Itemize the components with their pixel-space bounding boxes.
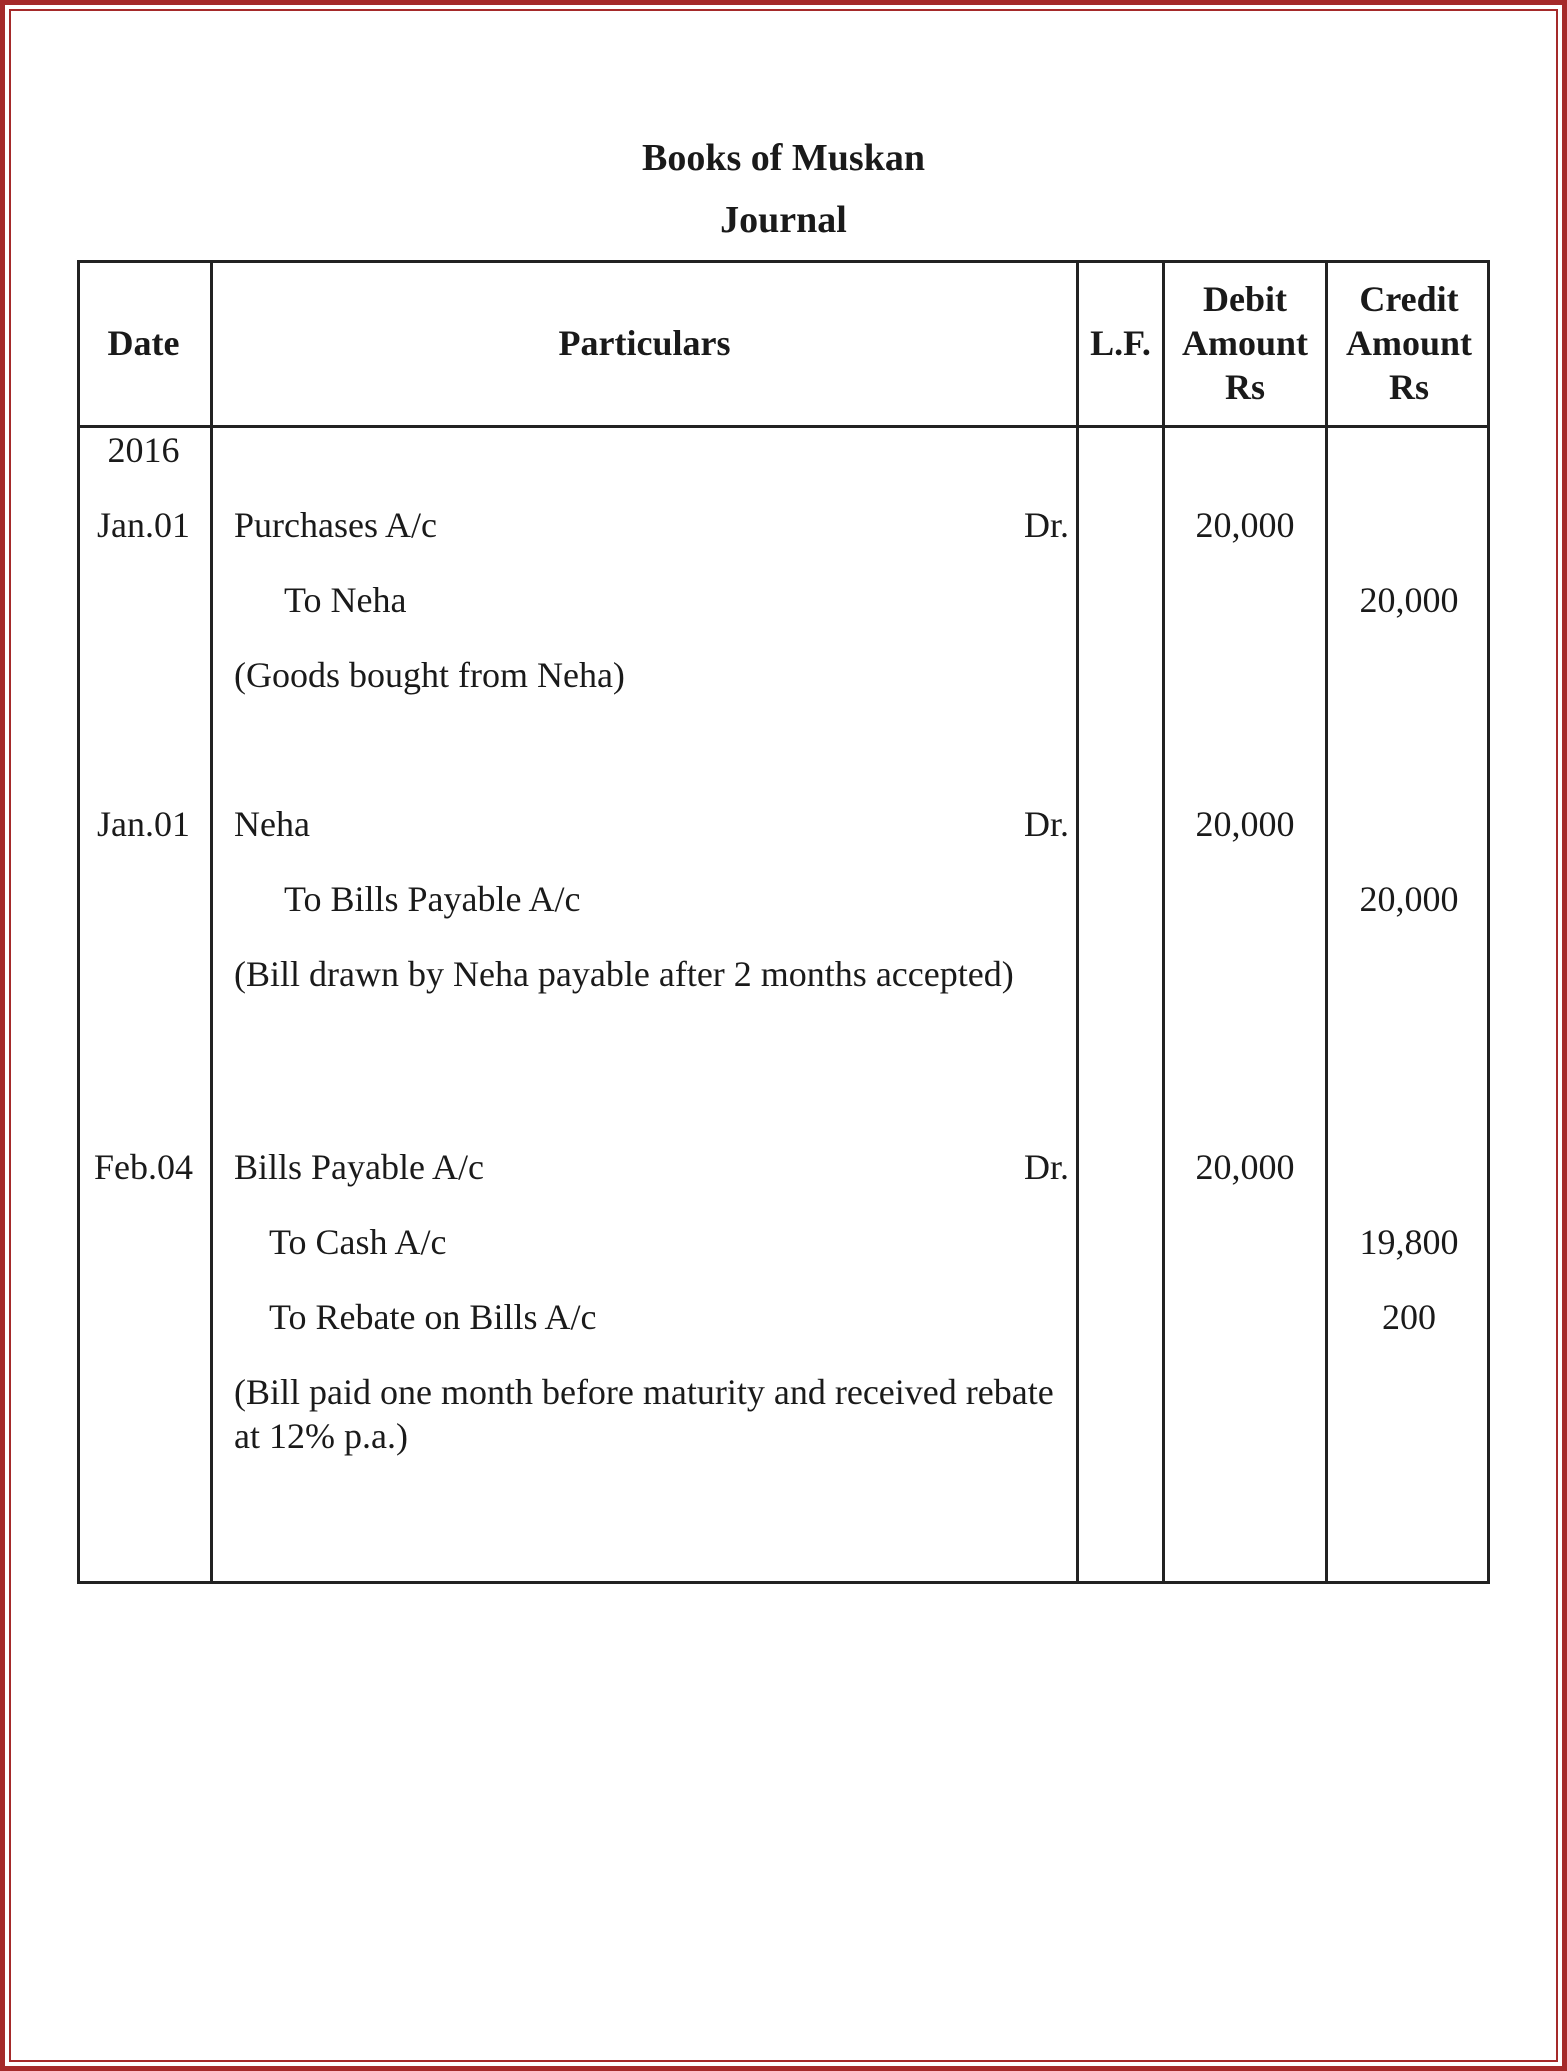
credit-amount: 19,800 xyxy=(1359,1222,1459,1262)
header-date: Date xyxy=(107,322,180,363)
books-title: Books of Muskan xyxy=(642,137,925,179)
entry-debit-account: Purchases A/c xyxy=(234,505,437,545)
header-credit-line: Rs xyxy=(1388,366,1429,407)
debit-amount: 20,000 xyxy=(1195,804,1295,844)
header-debit xyxy=(1165,260,1325,425)
header-lf: L.F. xyxy=(1090,322,1151,363)
debit-amount: 20,000 xyxy=(1195,505,1295,545)
journal-table xyxy=(77,260,1490,1584)
journal-title: Journal xyxy=(720,199,847,241)
entry-narration: (Bill paid one month before maturity and received rebate at 12% p.a.) xyxy=(234,1372,1054,1456)
credit-amount: 200 xyxy=(1382,1297,1436,1337)
dr-label: Dr. xyxy=(1024,804,1069,844)
header-debit-line: Amount xyxy=(1181,322,1309,363)
header-divider xyxy=(77,425,1490,428)
header-debit-line: Debit xyxy=(1203,278,1287,319)
entry-date: Jan.01 xyxy=(97,505,190,545)
column-divider xyxy=(1325,260,1328,1584)
entry-credit-account: To Neha xyxy=(284,580,407,620)
entry-credit-account: To Rebate on Bills A/c xyxy=(269,1297,597,1337)
entry-narration: (Goods bought from Neha) xyxy=(234,655,625,695)
entry-date: Feb.04 xyxy=(94,1147,193,1187)
entry-narration: (Bill drawn by Neha payable after 2 months accepted) xyxy=(234,954,1014,994)
entry-debit-account: Bills Payable A/c xyxy=(234,1147,484,1187)
credit-amount: 20,000 xyxy=(1359,580,1459,620)
header-credit xyxy=(1328,260,1490,425)
column-divider xyxy=(1076,260,1079,1584)
entry-credit-account: To Bills Payable A/c xyxy=(284,879,581,919)
column-divider xyxy=(210,260,213,1584)
header-particulars: Particulars xyxy=(558,322,731,363)
entry-date: Jan.01 xyxy=(97,804,190,844)
debit-amount: 20,000 xyxy=(1195,1147,1295,1187)
header-credit-line: Credit xyxy=(1359,278,1459,319)
dr-label: Dr. xyxy=(1024,505,1069,545)
entry-credit-account: To Cash A/c xyxy=(269,1222,447,1262)
column-divider xyxy=(1162,260,1165,1584)
credit-amount: 20,000 xyxy=(1359,879,1459,919)
header-credit-line: Amount xyxy=(1345,322,1473,363)
header-debit-line: Rs xyxy=(1224,366,1265,407)
year-cell: 2016 xyxy=(107,430,180,470)
entry-debit-account: Neha xyxy=(234,804,310,844)
dr-label: Dr. xyxy=(1024,1147,1069,1187)
